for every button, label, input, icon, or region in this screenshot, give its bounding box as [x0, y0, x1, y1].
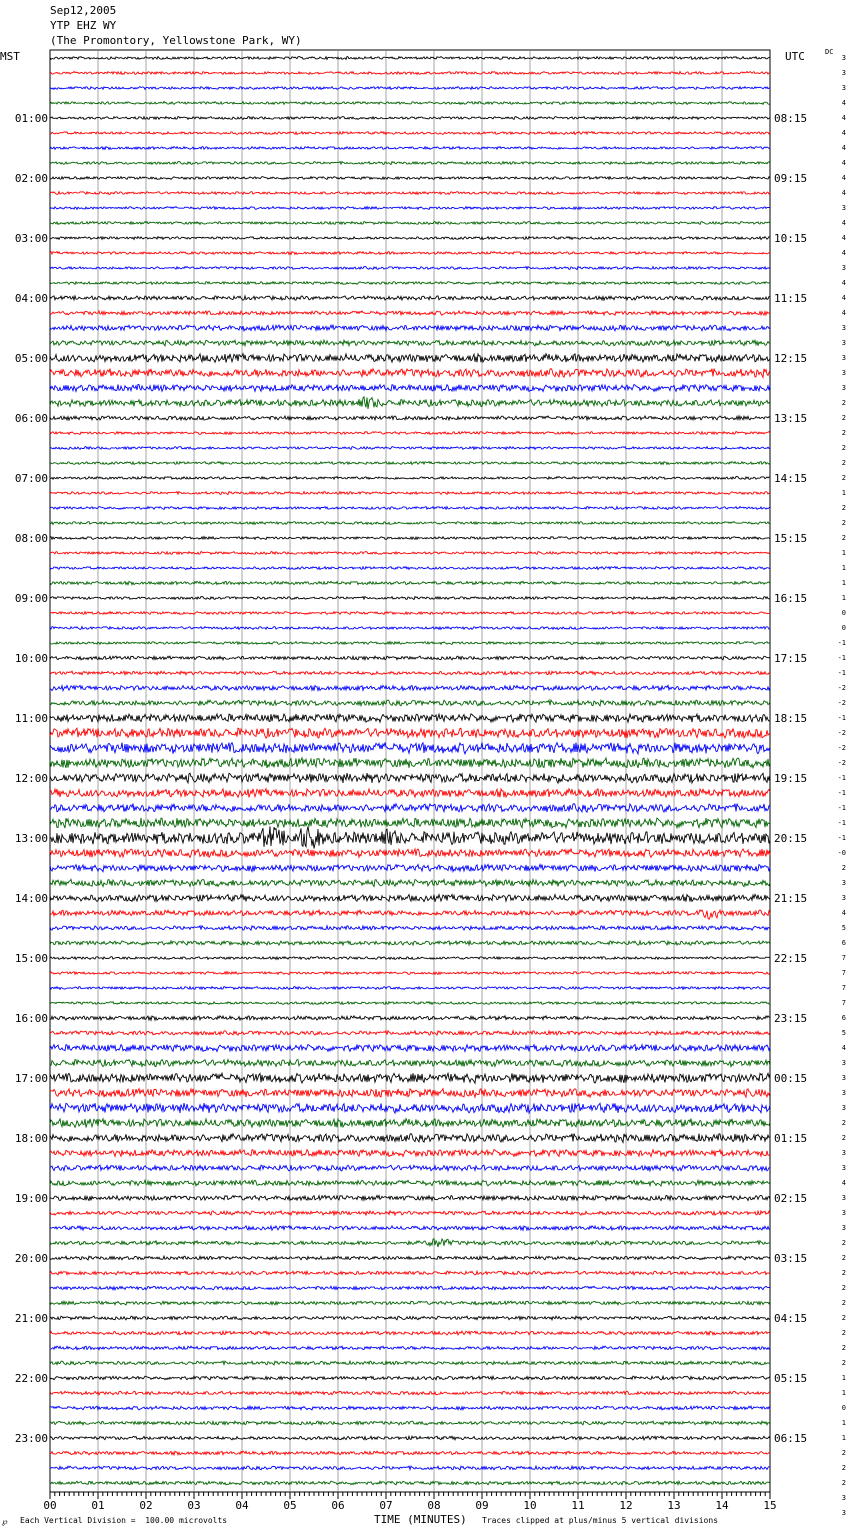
trace-line: [50, 1060, 770, 1067]
footer-mark: ℘: [2, 1517, 8, 1526]
trace-line: [50, 910, 770, 919]
trace-line: [50, 147, 770, 150]
trace-line: [50, 1481, 770, 1485]
dc-offset-value: 3: [841, 1209, 846, 1217]
trace-line: [50, 252, 770, 255]
station-code: YTP EHZ WY: [50, 19, 117, 32]
trace-line: [50, 492, 770, 495]
dc-offset-value: 3: [841, 894, 846, 902]
mst-hour-label: 21:00: [14, 1312, 48, 1325]
dc-offset-value: 2: [841, 1329, 846, 1337]
dc-offset-value: 1: [841, 564, 846, 572]
x-tick-label: 01: [91, 1499, 105, 1512]
trace-line: [50, 397, 770, 409]
dc-offset-value: 4: [841, 294, 846, 302]
dc-offset-value: 4: [841, 144, 846, 152]
plot-date: Sep12,2005: [50, 4, 117, 17]
mst-hour-label: 13:00: [14, 832, 48, 845]
trace-line: [50, 1346, 770, 1350]
x-tick-label: 12: [619, 1499, 633, 1512]
trace-line: [50, 1226, 770, 1230]
utc-label: UTC: [785, 50, 805, 63]
dc-offset-value: 3: [841, 879, 846, 887]
dc-offset-value: 3: [841, 204, 846, 212]
x-tick-label: 15: [763, 1499, 777, 1512]
trace-line: [50, 1073, 770, 1083]
utc-hour-label: 00:15: [774, 1072, 808, 1085]
dc-offset-value: 4: [841, 174, 846, 182]
dc-offset-value: 2: [841, 1344, 846, 1352]
trace-line: [50, 296, 770, 300]
dc-offset-value: 2: [841, 429, 846, 437]
utc-hour-label: 21:15: [774, 892, 808, 905]
utc-hour-label: 03:15: [774, 1252, 808, 1265]
dc-offset-value: 1: [841, 1419, 846, 1427]
trace-line: [50, 804, 770, 813]
dc-offset-value: -2: [837, 684, 846, 692]
trace-line: [50, 1316, 770, 1320]
mst-hour-label: 10:00: [14, 652, 48, 665]
trace-line: [50, 102, 770, 105]
scale-note: Each Vertical Division = 100.00 microvolts: [20, 1516, 228, 1525]
dc-offset-column: [838, 54, 846, 1517]
trace-line: [50, 972, 770, 975]
utc-hour-label: 19:15: [774, 772, 808, 785]
trace-line: [50, 987, 770, 990]
trace-line: [50, 132, 770, 135]
x-tick-label: 08: [427, 1499, 441, 1512]
dc-offset-value: 2: [841, 504, 846, 512]
dc-offset-value: 2: [841, 1284, 846, 1292]
trace-line: [50, 1271, 770, 1275]
dc-offset-value: -1: [837, 654, 846, 662]
dc-offset-value: 1: [841, 489, 846, 497]
trace-line: [50, 72, 770, 75]
trace-line: [50, 1256, 770, 1260]
trace-line: [50, 1103, 770, 1113]
dc-offset-value: 0: [841, 609, 846, 617]
x-tick-label: 04: [235, 1499, 249, 1512]
trace-line: [50, 773, 770, 783]
utc-hour-label: 10:15: [774, 232, 808, 245]
dc-offset-value: 3: [841, 1224, 846, 1232]
seismic-traces: [50, 57, 770, 1485]
dc-offset-value: -0: [837, 849, 846, 857]
minute-grid: [50, 50, 770, 1492]
trace-line: [50, 1150, 770, 1157]
dc-offset-value: -2: [837, 699, 846, 707]
mst-hour-label: 05:00: [14, 352, 48, 365]
dc-offset-value: 0: [841, 1404, 846, 1412]
trace-line: [50, 1421, 770, 1425]
dc-offset-value: 3: [841, 384, 846, 392]
dc-offset-value: 2: [841, 1314, 846, 1322]
dc-offset-value: 4: [841, 219, 846, 227]
utc-hour-label: 06:15: [774, 1432, 808, 1445]
utc-hour-label: 05:15: [774, 1372, 808, 1385]
mst-hour-label: 06:00: [14, 412, 48, 425]
dc-offset-value: -1: [837, 639, 846, 647]
trace-line: [50, 340, 770, 346]
dc-offset-value: 2: [841, 414, 846, 422]
dc-offset-value: 6: [841, 939, 846, 947]
dc-offset-value: 2: [841, 1269, 846, 1277]
mst-label: MST: [0, 50, 20, 63]
trace-line: [50, 537, 770, 540]
trace-line: [50, 597, 770, 600]
dc-offset-value: 3: [841, 339, 846, 347]
x-tick-label: 06: [331, 1499, 345, 1512]
dc-offset-value: -1: [837, 804, 846, 812]
dc-offset-value: 3: [841, 1194, 846, 1202]
trace-line: [50, 207, 770, 210]
dc-offset-value: 3: [841, 1059, 846, 1067]
trace-line: [50, 87, 770, 90]
dc-offset-value: 3: [841, 1164, 846, 1172]
x-tick-label: 09: [475, 1499, 489, 1512]
trace-line: [50, 758, 770, 768]
trace-line: [50, 567, 770, 570]
x-tick-label: 02: [139, 1499, 153, 1512]
dc-offset-value: 7: [841, 969, 846, 977]
utc-hour-label: 11:15: [774, 292, 808, 305]
dc-offset-value: 3: [841, 54, 846, 62]
trace-line: [50, 192, 770, 195]
trace-line: [50, 57, 770, 60]
dc-offset-value: 4: [841, 99, 846, 107]
dc-offset-value: 3: [841, 324, 846, 332]
trace-line: [50, 462, 770, 465]
trace-line: [50, 325, 770, 331]
trace-line: [50, 1436, 770, 1440]
utc-hour-label: 04:15: [774, 1312, 808, 1325]
trace-line: [50, 728, 770, 738]
trace-line: [50, 1045, 770, 1052]
trace-line: [50, 1466, 770, 1470]
x-tick-label: 05: [283, 1499, 297, 1512]
utc-hour-label: 16:15: [774, 592, 808, 605]
trace-line: [50, 1301, 770, 1305]
dc-offset-value: 2: [841, 444, 846, 452]
dc-offset-value: 1: [841, 1374, 846, 1382]
dc-offset-value: 3: [841, 264, 846, 272]
dc-offset-value: 2: [841, 1449, 846, 1457]
dc-offset-value: -1: [837, 714, 846, 722]
dc-offset-value: 0: [841, 624, 846, 632]
dc-offset-value: 4: [841, 249, 846, 257]
mst-hour-label: 22:00: [14, 1372, 48, 1385]
plot-frame: [50, 50, 770, 1492]
dc-offset-value: 4: [841, 309, 846, 317]
trace-line: [50, 685, 770, 690]
dc-offset-value: 4: [841, 909, 846, 917]
mst-hour-label: 11:00: [14, 712, 48, 725]
dc-offset-value: 5: [841, 1029, 846, 1037]
dc-offset-value: 2: [841, 1119, 846, 1127]
dc-offset-value: -1: [837, 834, 846, 842]
trace-line: [50, 671, 770, 675]
dc-offset-value: -2: [837, 729, 846, 737]
trace-line: [50, 552, 770, 555]
dc-offset-value: -1: [837, 789, 846, 797]
clip-note: Traces clipped at plus/minus 5 vertical divisions: [482, 1516, 719, 1525]
mst-hour-label: 20:00: [14, 1252, 48, 1265]
trace-line: [50, 879, 770, 886]
dc-offset-value: 2: [841, 519, 846, 527]
mst-hour-label: 19:00: [14, 1192, 48, 1205]
dc-offset-value: 2: [841, 1134, 846, 1142]
dc-offset-value: 1: [841, 1389, 846, 1397]
trace-line: [50, 1239, 770, 1247]
dc-offset-value: 4: [841, 189, 846, 197]
dc-offset-value: 7: [841, 984, 846, 992]
mst-hour-label: 07:00: [14, 472, 48, 485]
dc-offset-value: 1: [841, 594, 846, 602]
dc-offset-value: 4: [841, 129, 846, 137]
trace-line: [50, 1031, 770, 1035]
utc-hour-label: 08:15: [774, 112, 808, 125]
dc-offset-value: 2: [841, 1359, 846, 1367]
trace-line: [50, 477, 770, 480]
trace-line: [50, 642, 770, 645]
trace-line: [50, 237, 770, 240]
trace-line: [50, 432, 770, 435]
dc-offset-value: 3: [841, 84, 846, 92]
trace-line: [50, 1089, 770, 1098]
x-tick-label: 13: [667, 1499, 681, 1512]
trace-line: [50, 957, 770, 960]
x-tick-label: 00: [43, 1499, 57, 1512]
trace-line: [50, 447, 770, 450]
utc-hour-label: 17:15: [774, 652, 808, 665]
trace-line: [50, 1406, 770, 1410]
trace-line: [50, 222, 770, 225]
trace-line: [50, 1165, 770, 1171]
time-axis: [43, 1492, 776, 1512]
mst-hour-label: 23:00: [14, 1432, 48, 1445]
mst-hour-label: 09:00: [14, 592, 48, 605]
dc-offset-value: -2: [837, 759, 846, 767]
dc-offset-value: 3: [841, 1074, 846, 1082]
utc-hour-label: 14:15: [774, 472, 808, 485]
trace-line: [50, 507, 770, 510]
dc-offset-value: -1: [837, 774, 846, 782]
trace-line: [50, 743, 770, 754]
x-tick-label: 03: [187, 1499, 201, 1512]
utc-hour-label: 22:15: [774, 952, 808, 965]
trace-line: [50, 311, 770, 315]
trace-line: [50, 117, 770, 120]
trace-line: [50, 1451, 770, 1455]
utc-hour-label: 09:15: [774, 172, 808, 185]
trace-line: [50, 1376, 770, 1380]
trace-line: [50, 1119, 770, 1128]
utc-hour-label: 01:15: [774, 1132, 808, 1145]
dc-offset-value: 3: [841, 354, 846, 362]
x-tick-label: 11: [571, 1499, 585, 1512]
mst-hour-label: 01:00: [14, 112, 48, 125]
mst-hour-label: 02:00: [14, 172, 48, 185]
trace-line: [50, 864, 770, 871]
dc-offset-value: 3: [841, 69, 846, 77]
dc-offset-value: 2: [841, 1254, 846, 1262]
utc-hour-label: 18:15: [774, 712, 808, 725]
trace-line: [50, 1361, 770, 1365]
dc-offset-value: 4: [841, 279, 846, 287]
dc-offset-value: 5: [841, 924, 846, 932]
trace-line: [50, 894, 770, 901]
trace-line: [50, 1002, 770, 1005]
mst-hour-label: 03:00: [14, 232, 48, 245]
dc-offset-value: 3: [841, 1104, 846, 1112]
x-axis-title: TIME (MINUTES): [374, 1513, 467, 1526]
mst-hour-label: 17:00: [14, 1072, 48, 1085]
dc-offset-value: 2: [841, 1299, 846, 1307]
dc-offset-value: 2: [841, 534, 846, 542]
dc-offset-value: -2: [837, 744, 846, 752]
dc-offset-value: 6: [841, 1014, 846, 1022]
dc-offset-value: 2: [841, 864, 846, 872]
trace-line: [50, 416, 770, 420]
trace-line: [50, 1195, 770, 1200]
trace-line: [50, 267, 770, 270]
trace-line: [50, 700, 770, 706]
trace-line: [50, 826, 770, 848]
mst-hour-label: 14:00: [14, 892, 48, 905]
trace-line: [50, 656, 770, 660]
mst-hour-label: 18:00: [14, 1132, 48, 1145]
x-tick-label: 10: [523, 1499, 537, 1512]
dc-offset-value: 4: [841, 114, 846, 122]
trace-line: [50, 1391, 770, 1395]
mst-hour-label: 12:00: [14, 772, 48, 785]
dc-offset-value: 4: [841, 1044, 846, 1052]
dc-offset-value: 2: [841, 399, 846, 407]
utc-hour-label: 02:15: [774, 1192, 808, 1205]
trace-line: [50, 282, 770, 285]
station-location: (The Promontory, Yellowstone Park, WY): [50, 34, 302, 47]
trace-line: [50, 1331, 770, 1335]
dc-offset-value: 7: [841, 954, 846, 962]
dc-offset-value: 2: [841, 1239, 846, 1247]
trace-line: [50, 1286, 770, 1290]
dc-offset-value: 3: [841, 369, 846, 377]
trace-line: [50, 941, 770, 945]
trace-line: [50, 714, 770, 722]
dc-offset-value: 1: [841, 549, 846, 557]
trace-line: [50, 849, 770, 857]
dc-offset-value: 2: [841, 459, 846, 467]
trace-line: [50, 926, 770, 930]
dc-offset-value: 7: [841, 999, 846, 1007]
dc-offset-value: 3: [841, 1494, 846, 1502]
dc-offset-value: 4: [841, 159, 846, 167]
trace-line: [50, 627, 770, 630]
dc-offset-value: 2: [841, 474, 846, 482]
utc-hour-label: 20:15: [774, 832, 808, 845]
dc-offset-value: 3: [841, 1149, 846, 1157]
trace-line: [50, 581, 770, 585]
x-tick-label: 07: [379, 1499, 393, 1512]
utc-hour-label: 23:15: [774, 1012, 808, 1025]
dc-offset-value: 3: [841, 1509, 846, 1517]
mst-hour-label: 04:00: [14, 292, 48, 305]
x-tick-label: 14: [715, 1499, 729, 1512]
trace-line: [50, 162, 770, 165]
trace-line: [50, 818, 770, 828]
trace-line: [50, 177, 770, 180]
trace-line: [50, 789, 770, 798]
trace-line: [50, 522, 770, 525]
dc-offset-value: 4: [841, 1179, 846, 1187]
trace-line: [50, 384, 770, 391]
mst-hour-label: 08:00: [14, 532, 48, 545]
utc-hour-label: 15:15: [774, 532, 808, 545]
trace-line: [50, 354, 770, 363]
trace-line: [50, 1016, 770, 1020]
utc-hour-label: 12:15: [774, 352, 808, 365]
dc-offset-value: -1: [837, 819, 846, 827]
mst-hour-label: 15:00: [14, 952, 48, 965]
utc-hour-label: 13:15: [774, 412, 808, 425]
trace-line: [50, 1134, 770, 1143]
trace-line: [50, 1211, 770, 1215]
dc-offset-value: -1: [837, 669, 846, 677]
dc-offset-value: 4: [841, 234, 846, 242]
dc-offset-value: 1: [841, 1434, 846, 1442]
trace-line: [50, 612, 770, 615]
dc-label: DC: [825, 48, 834, 56]
trace-line: [50, 1180, 770, 1186]
dc-offset-value: 2: [841, 1479, 846, 1487]
dc-offset-value: 3: [841, 1089, 846, 1097]
trace-line: [50, 369, 770, 378]
mst-hour-label: 16:00: [14, 1012, 48, 1025]
dc-offset-value: 1: [841, 579, 846, 587]
dc-offset-value: 2: [841, 1464, 846, 1472]
